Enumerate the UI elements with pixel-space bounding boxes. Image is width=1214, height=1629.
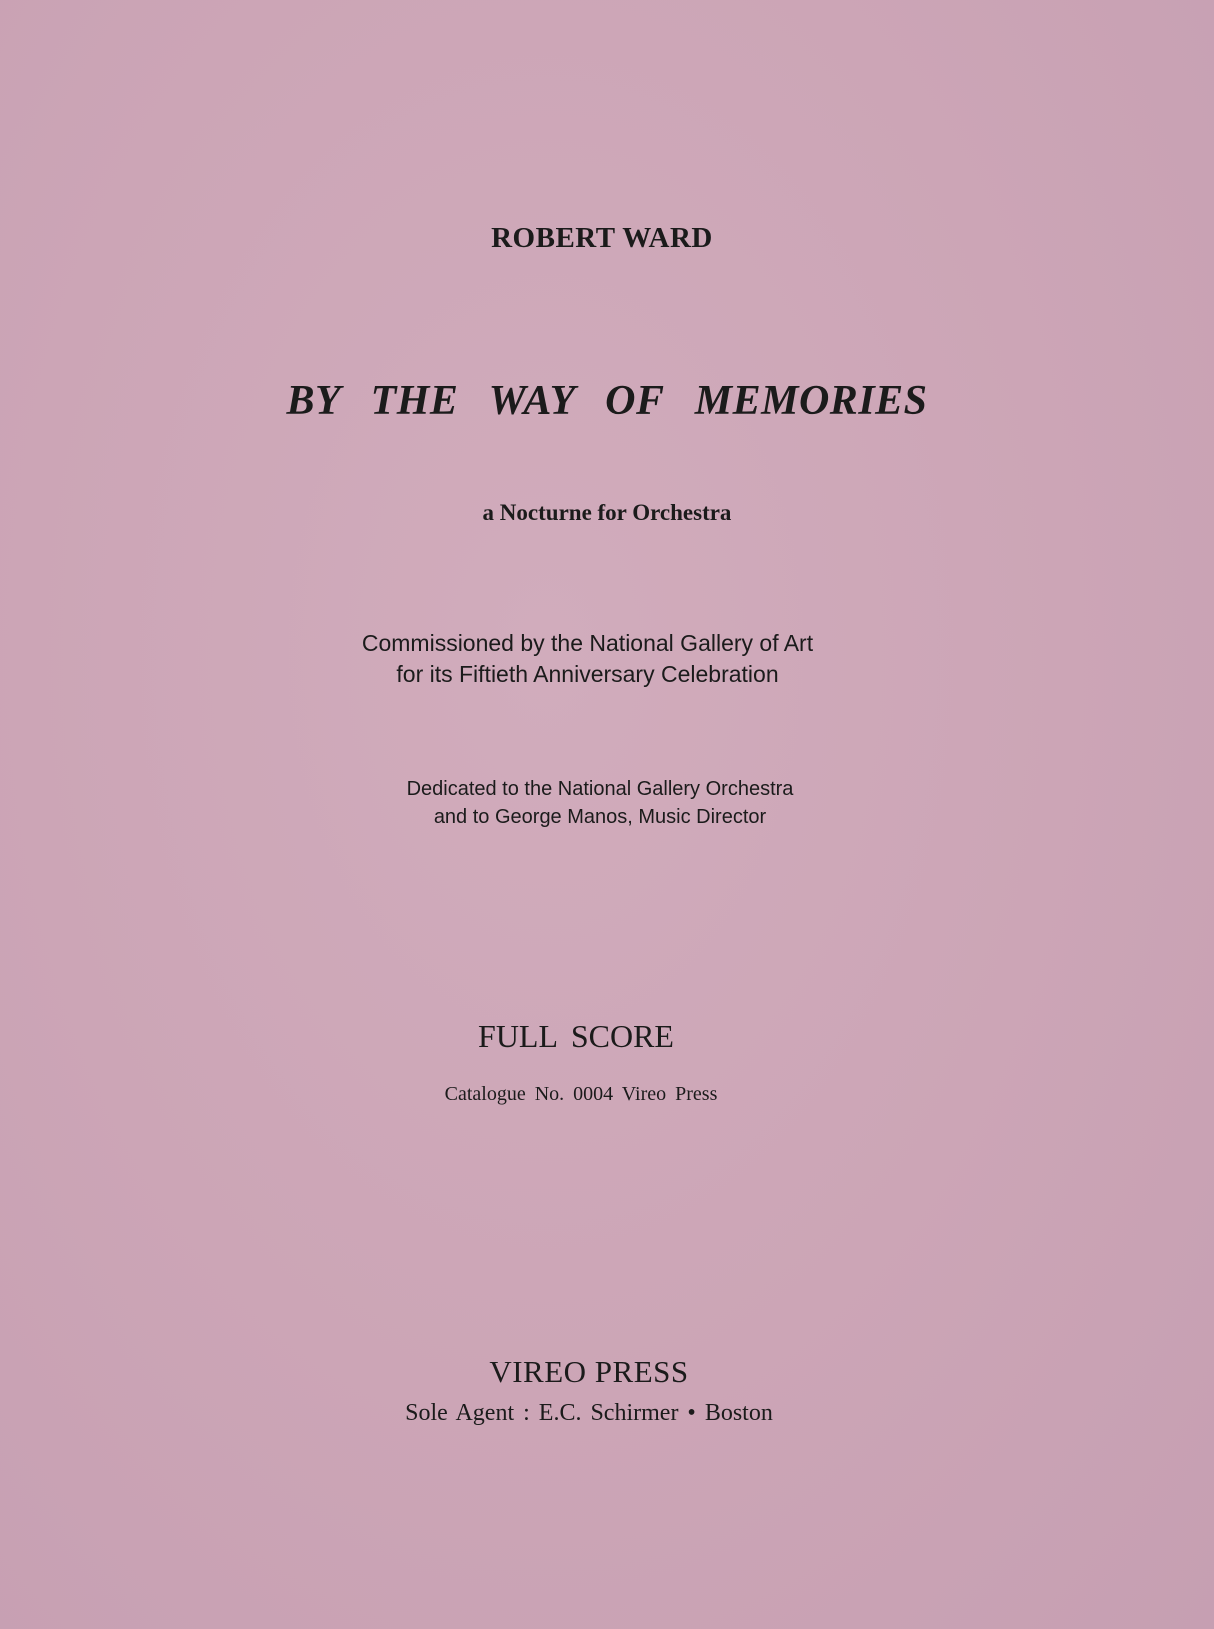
work-subtitle: a Nocturne for Orchestra	[482, 500, 732, 525]
commission-line-2: for its Fiftieth Anniversary Celebration	[396, 661, 779, 687]
score-type-label: FULL SCORE	[478, 1018, 674, 1054]
catalogue-number: Catalogue No. 0004 Vireo Press	[444, 1083, 718, 1105]
dedication-note	[0, 775, 1200, 831]
publisher-name: VIREO PRESS	[489, 1354, 689, 1389]
commission-note	[0, 628, 1175, 690]
commission-line-1: Commissioned by the National Gallery of Art	[361, 630, 814, 656]
composer-name: ROBERT WARD	[491, 222, 713, 254]
sole-agent: Sole Agent : E.C. Schirmer • Boston	[405, 1400, 773, 1426]
dedication-line-2: and to George Manos, Music Director	[433, 806, 767, 828]
dedication-line-1: Dedicated to the National Gallery Orchestra	[406, 778, 794, 800]
work-title: BY THE WAY OF MEMORIES	[286, 378, 928, 424]
